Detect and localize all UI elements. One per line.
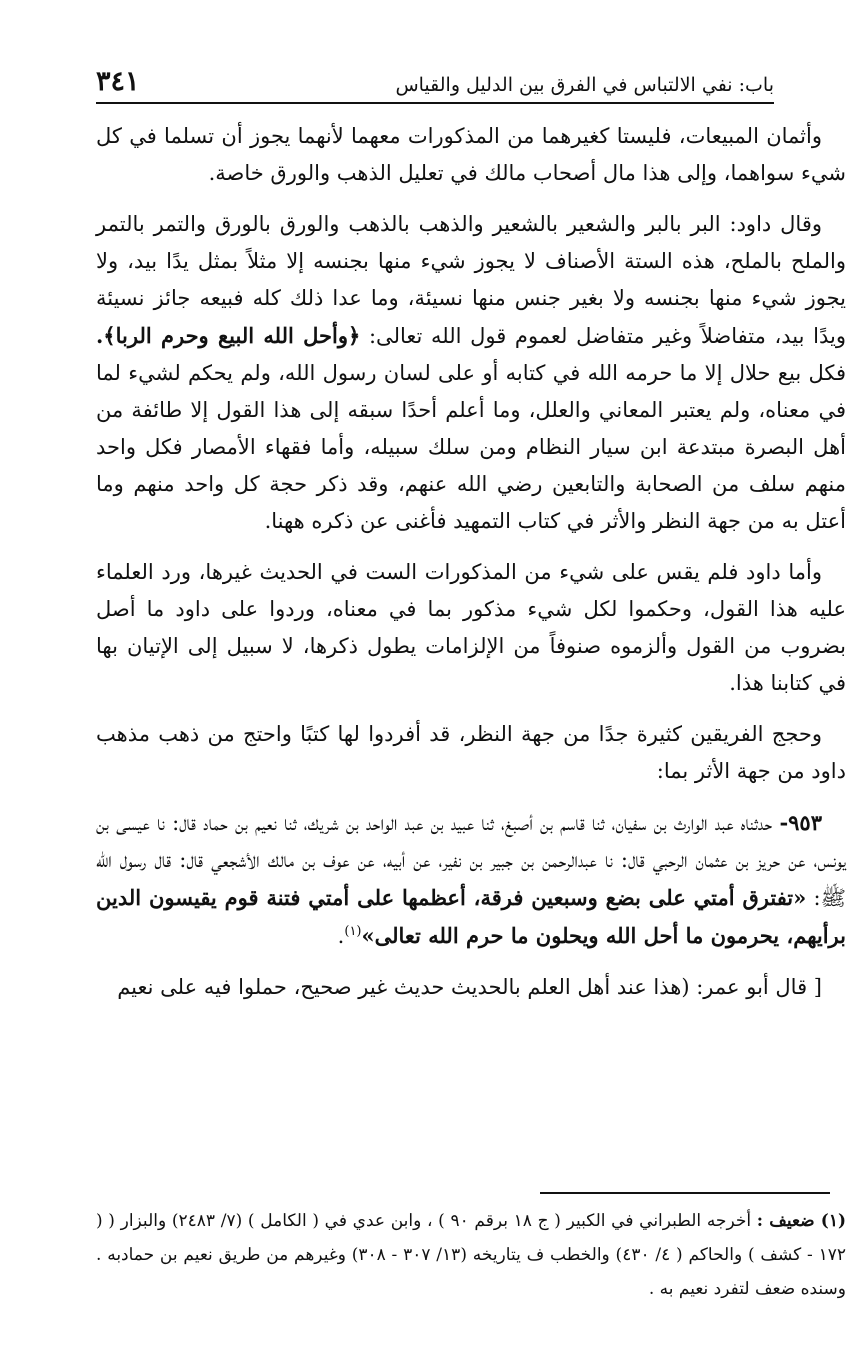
paragraph-text: وقال داود: البر بالبر والشعير بالشعير والذهب بالذهب والورق بالورق والتمر بالتمر والملح بالملح، هذه الستة الأصناف لا يجوز شيء منها بجنسه إلا مثلاً بمثل يدًا بيد، ولا يجوز شيء منها بجنسه ولا بغير جنس منها نسيئة، وما عدا ذلك كله فبيعه جائز نسيئة ويدًا بيد، متفاضلاً وغير متفاضل لعموم قول الله تعالى: [96,212,846,348]
paragraph [96,206,846,540]
hadith-paragraph [96,804,846,955]
footnote-label: (١) ضعيف : [756,1211,847,1231]
paragraph: [ قال أبو عمر: (هذا عند أهل العلم بالحديث حديث غير صحيح، حملوا فيه على نعيم [117,975,822,999]
paragraph: وحجج الفريقين كثيرة جدًا من جهة النظر، قد أفردوا لها كتبًا واحتج من ذهب مذهب داود من جهة الأثر بما: [96,722,846,783]
hadith-text: «تفترق أمتي على بضع وسبعين فرقة، أعظمها على أمتي فتنة قوم يقيسون الدين برأيهم، يحرمون ما أحل الله ويحلون ما حرم الله تعالى» [96,885,846,948]
chapter-title: باب: نفي الالتباس في الفرق بين الدليل والقياس [395,74,774,96]
paragraph: وأثمان المبيعات، فليستا كغيرهما من المذكورات معهما لأنهما يجوز أن تسلما في كل شيء سواهما، وإلى هذا مال أصحاب مالك في تعليل الذهب والورق خاصة. [96,124,846,185]
paragraph-text: فكل بيع حلال إلا ما حرمه الله في كتابه أو على لسان رسول الله، ولم يحكم لشيء لما في معناه، ولم يعتبر المعاني والعلل، وما أعلم أحدًا سبقه إلى هذا القول إلا طائفة من أهل البصرة مبتدعة ابن سيار النظام ومن سلك سبيله، وأما فقهاء الأمصار فكل واحد منهم سلف من الصحابة والتابعين رضي الله عنهم، وقد ذكر حجة كل واحد منهم وما أعتل به من جهة النظر والأثر في كتاب التمهيد فأغنى عن ذكره ههنا. [96,361,846,533]
main-text [96,118,846,1020]
page-number: ٣٤١ [96,66,140,97]
footnote-item [96,1204,846,1306]
paragraph: وأما داود فلم يقس على شيء من المذكورات الست في الحديث غيرها، ورد العلماء عليه هذا القول، وحكموا لكل شيء مذكور بما في معناه، وردوا على داود ما أصل بضروب من القول وألزموه صنوفاً من الإلزامات يطول ذكرها، لا سبيل إلى الإتيان بها في كتابنا هذا. [96,560,846,695]
hadith-end: . [337,924,345,948]
hadith-chain: حدثناه عبد الوارث بن سفيان، ثنا قاسم بن أصبغ، ثنا عبيد بن عبد الواحد بن شريك، ثنا نعيم بن حماد قال: نا عيسى بن يونس، عن حريز بن عثمان الرحبي قال: نا عبدالرحمن بن جبير بن نفير، عن أبيه، عن عوف بن مالك الأشجعي قال: قال رسول الله ﷺ: [96,811,846,910]
quran-quote: ﴿وأحل الله البيع وحرم الربا﴾. [96,323,361,348]
footnote [96,1204,846,1306]
footnote-reference[interactable]: (١) [344,924,362,939]
footnote-divider [540,1192,830,1194]
hadith-number: ٩٥٣- [779,810,822,835]
running-header [96,62,774,104]
footnote-text: أخرجه الطبراني في الكبير ( ج ١٨ برقم ٩٠ ) ، وابن عدي في ( الكامل ) (٧/ ٢٤٨٣) والبزار ( ( ١٧٢ - كشف ) والحاكم ( ٤/ ٤٣٠) والخطب ف يتاريخه (١٣/ ٣٠٧ - ٣٠٨) وغيرهم من طريق نعيم بن حمادبه . وسنده ضعف لتفرد نعيم به . [96,1211,846,1299]
